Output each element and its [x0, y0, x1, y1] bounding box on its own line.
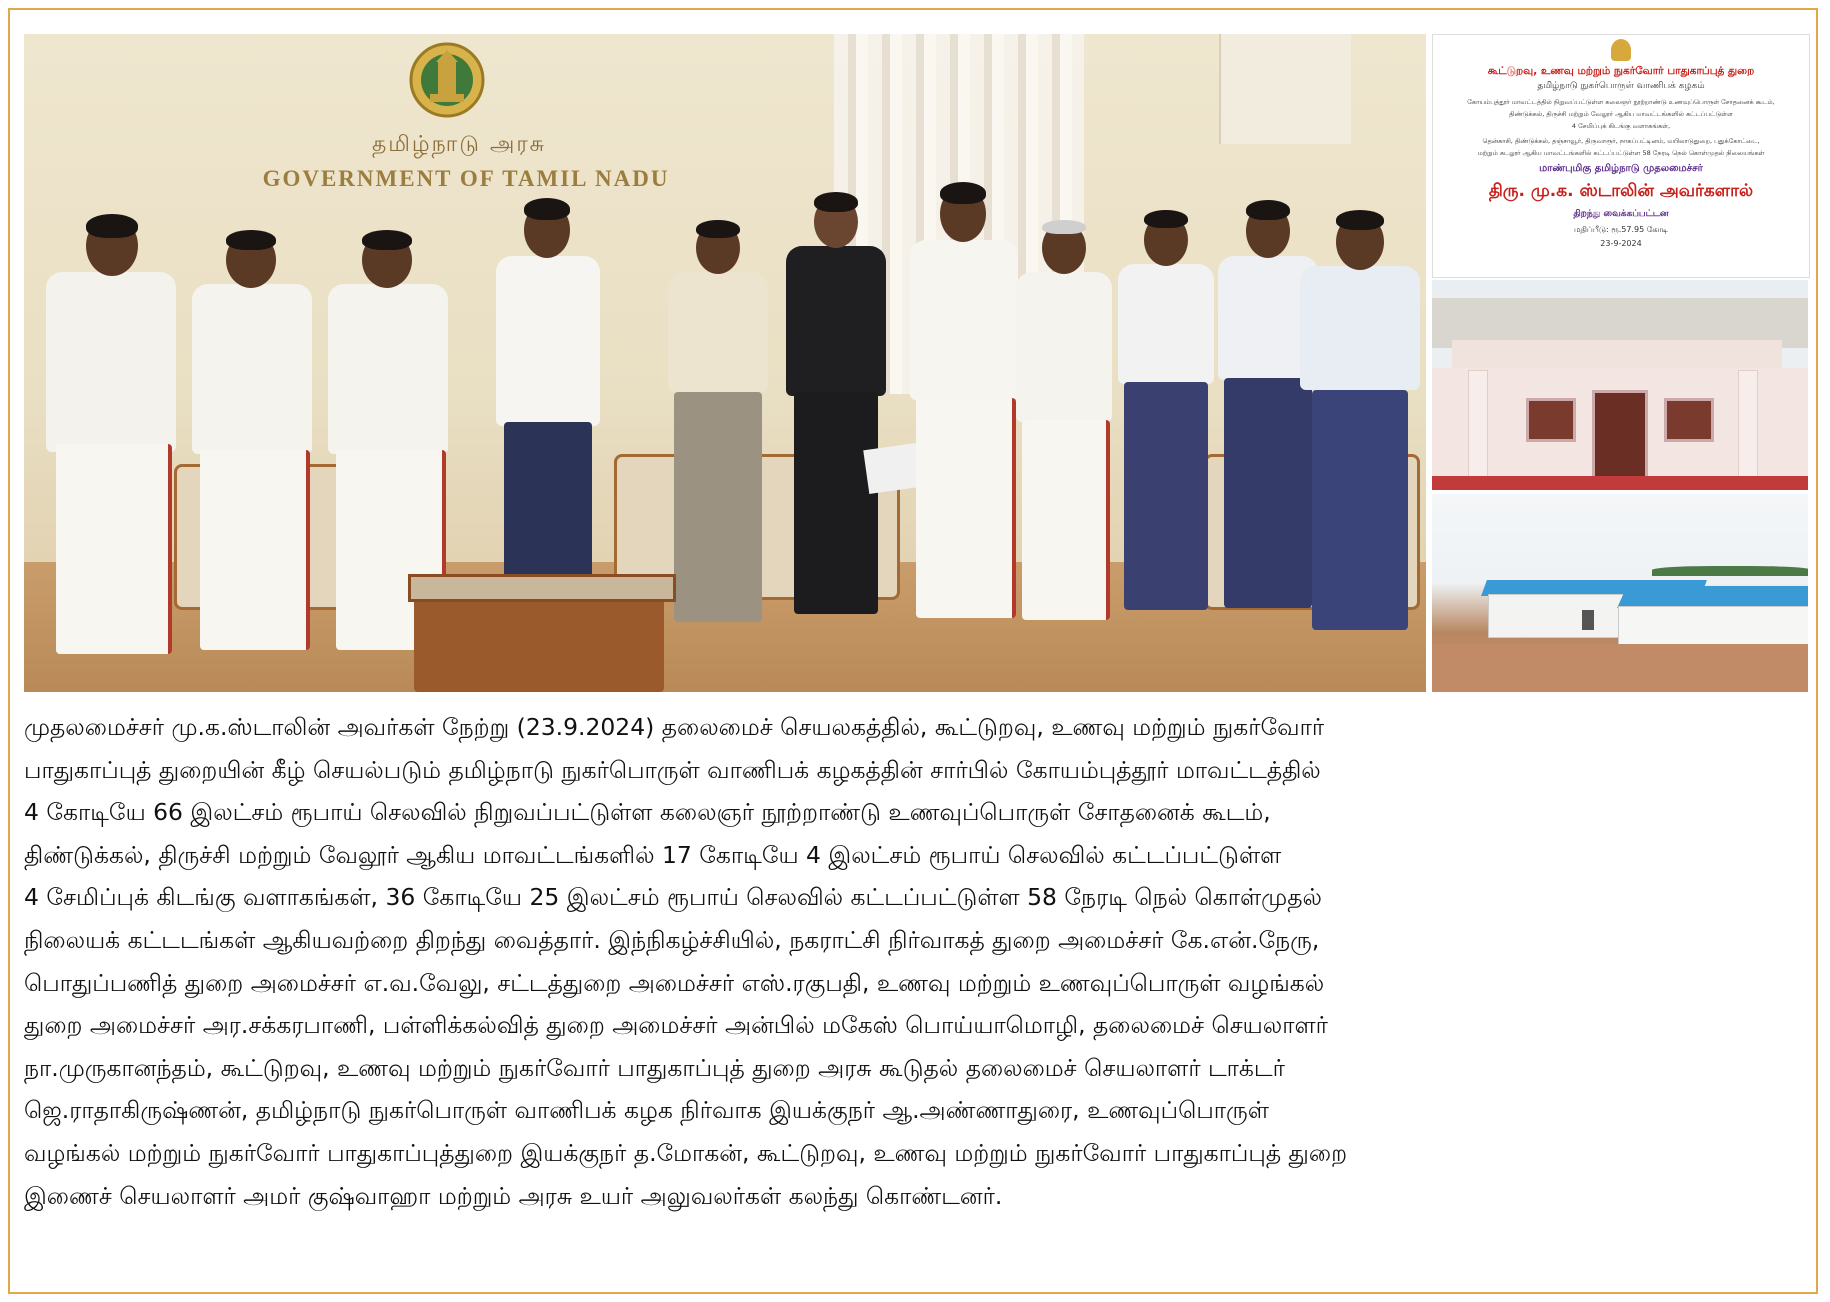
plaque-value: மதிப்பீடு: ரூ.57.95 கோடி — [1573, 225, 1669, 234]
inauguration-plaque — [1432, 34, 1810, 278]
caption-line: நிலையக் கட்டடங்கள் ஆகியவற்றை திறந்து வைத்தார். இந்நிகழ்ச்சியில், நகராட்சி நிர்வாகத் துறை அமைச்சர் கே.என்.நேரு, — [24, 925, 1320, 954]
godown-photo — [1432, 494, 1808, 692]
caption-line: வழங்கல் மற்றும் நுகர்வோர் பாதுகாப்புத்துறை இயக்குநர் த.மோகன், கூட்டுறவு, உணவு மற்றும் நுகர்வோர் பாதுகாப்புத் துறை — [24, 1138, 1348, 1167]
wall-text-english: GOVERNMENT OF TAMIL NADU — [262, 166, 670, 191]
plaque-opened: திறந்து வைக்கப்பட்டன — [1573, 209, 1669, 219]
caption-line: முதலமைச்சர் மு.க.ஸ்டாலின் அவர்கள் நேற்று (23.9.2024) தலைமைச் செயலகத்தில், கூட்டுறவு, உணவு மற்றும் நுகர்வோர் — [24, 713, 1325, 741]
caption-line: 4 கோடியே 66 இலட்சம் ரூபாய் செலவில் நிறுவப்பட்டுள்ள கலைஞர் நூற்றாண்டு உணவுப்பொருள் சோதனைக் கூடம், — [24, 798, 1271, 827]
plaque-line6: மாண்புமிகு தமிழ்நாடு முதலமைச்சர் — [1539, 163, 1703, 174]
person — [174, 230, 324, 670]
wall-text-tamil: தமிழ்நாடு அரசு — [371, 132, 547, 157]
person — [1286, 210, 1426, 680]
caption-line: 4 சேமிப்புக் கிடங்கு வளாகங்கள், 36 கோடியே 25 இலட்சம் ரூபாய் செலவில் கட்டப்பட்டுள்ள 58 நேரடி நெல் கொள்முதல் — [24, 883, 1322, 912]
caption-line: திண்டுக்கல், திருச்சி மற்றும் வேலூர் ஆகிய மாவட்டங்களில் 17 கோடியே 4 இலட்சம் ரூபாய் செலவில் கட்டப்பட்டுள்ள — [24, 840, 1282, 869]
plaque-line2: திண்டுக்கல், திருச்சி மற்றும் வேலூர் ஆகிய மாவட்டங்களில் கட்டப்பட்டுள்ள — [1509, 110, 1733, 118]
main-photo — [24, 34, 1426, 692]
coffee-table-glass — [408, 574, 676, 602]
plaque-emblem-icon — [1611, 39, 1631, 61]
plaque-corp: தமிழ்நாடு நுகர்பொருள் வாணிபக் கழகம் — [1537, 81, 1705, 91]
plaque-date: 23-9-2024 — [1600, 239, 1642, 248]
person — [774, 192, 898, 632]
caption-line: பாதுகாப்புத் துறையின் கீழ் செயல்படும் தமிழ்நாடு நுகர்பொருள் வாணிபக் கழகத்தின் சார்பில் கோயம்புத்தூர் மாவட்டத்தில் — [24, 755, 1321, 784]
plaque-dept: கூட்டுறவு, உணவு மற்றும் நுகர்வோர் பாதுகாப்புத் துறை — [1487, 65, 1755, 77]
person — [28, 214, 188, 674]
news-caption — [24, 706, 1806, 1286]
caption-line: துறை அமைச்சர் அர.சக்கரபாணி, பள்ளிக்கல்வித் துறை அமைச்சர் அன்பில் மகேஸ் பொய்யாமொழி, தலைமைச் செயலாளர் — [24, 1011, 1328, 1040]
caption-line: ஜெ.ராதாகிருஷ்ணன், தமிழ்நாடு நுகர்பொருள் வாணிபக் கழக நிர்வாக இயக்குநர் ஆ.அண்ணாதுரை, உணவுப்பொருள் — [24, 1096, 1269, 1125]
caption-line: பொதுப்பணித் துறை அமைச்சர் எ.வ.வேலு, சட்டத்துறை அமைச்சர் எஸ்.ரகுபதி, உணவு மற்றும் உணவுப்பொருள் வழங்கல் — [24, 968, 1325, 997]
caption-line: நா.முருகானந்தம், கூட்டுறவு, உணவு மற்றும் நுகர்வோர் பாதுகாப்புத் துறை அரசு கூடுதல் தலைமைச் செயலாளர் டாக்டர் — [24, 1053, 1285, 1082]
person — [482, 198, 612, 608]
plaque-line3: 4 சேமிப்புக் கிடங்கு வளாகங்கள், — [1571, 122, 1671, 130]
plaque-line1: கோயம்புத்தூர் மாவட்டத்தில் நிறுவப்பட்டுள்ள கலைஞர் நூற்றாண்டு உணவுப்பொருள் சோதனைக் கூடம், — [1467, 98, 1775, 106]
plaque-line5: மற்றும் கடலூர் ஆகிய மாவட்டங்களில் கட்டப்பட்டுள்ள 58 நேரடி நெல் கொள்முதல் நிலையங்கள் — [1477, 149, 1765, 157]
lab-building-photo — [1432, 280, 1808, 490]
plaque-name: திரு. மு.க. ஸ்டாலின் அவர்களால் — [1488, 181, 1754, 201]
tamil-nadu-emblem-icon — [408, 40, 486, 124]
caption-line: இணைச் செயலாளர் அமர் குஷ்வாஹா மற்றும் அரசு உயர் அலுவலர்கள் கலந்து கொண்டனர். — [24, 1181, 1003, 1210]
plaque-line4: தென்காசி, திண்டுக்கல், தஞ்சாவூர், திருவாரூர், நாகப்பட்டினம், மயிலாடுதுறை, புதுக்கோட்டை, — [1482, 137, 1760, 145]
pillar — [1219, 34, 1351, 144]
